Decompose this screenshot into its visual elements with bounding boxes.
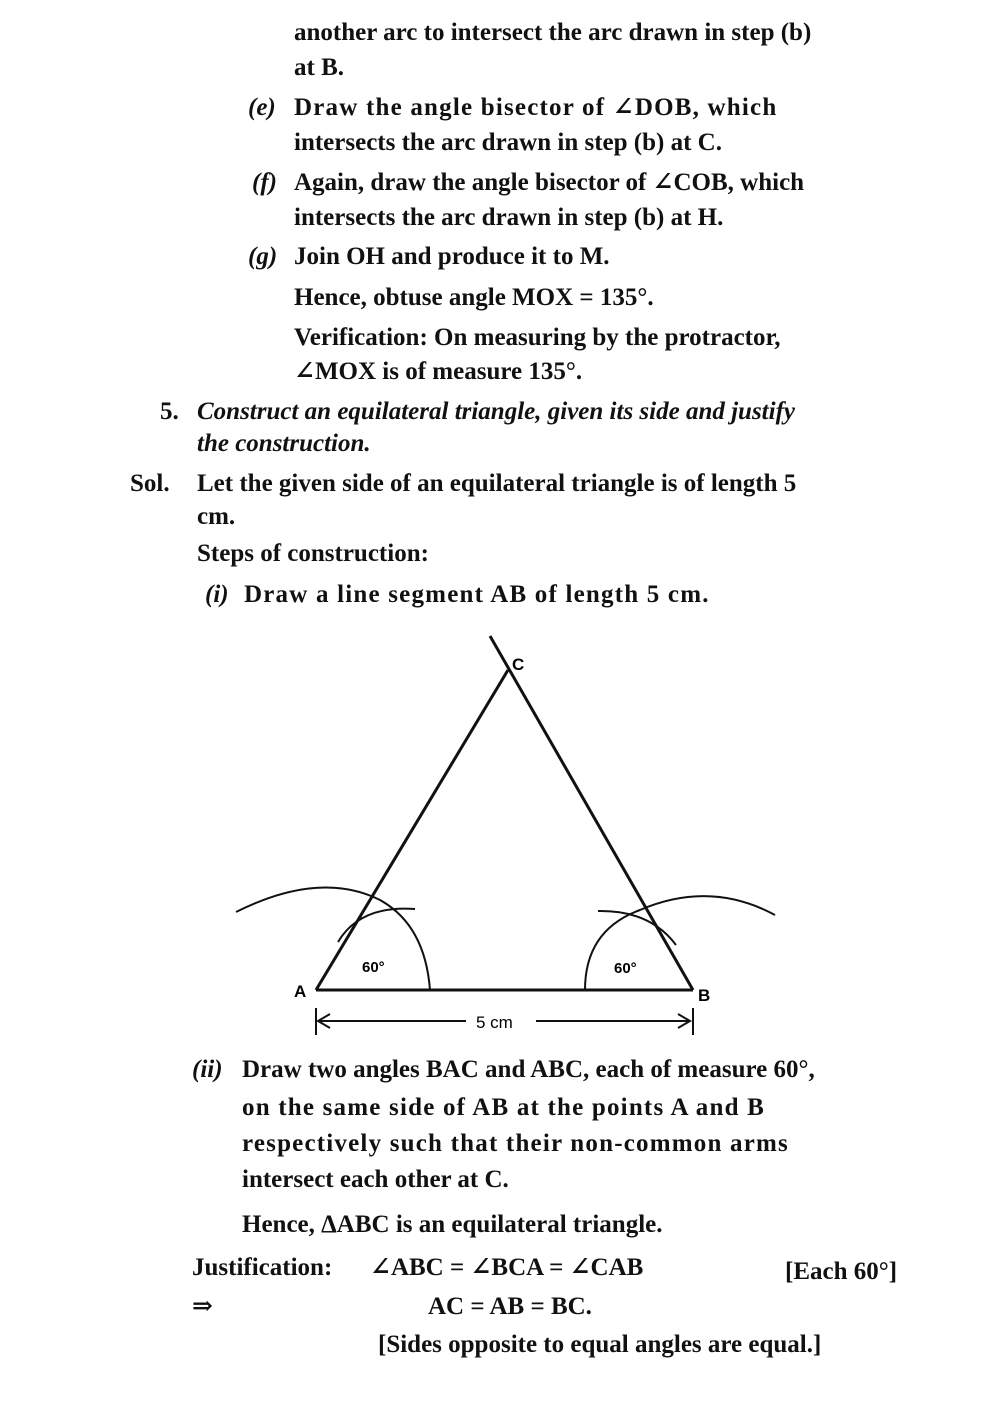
- text-line: Join OH and produce it to M.: [294, 243, 610, 270]
- text-line: intersects the arc drawn in step (b) at H.: [294, 204, 724, 231]
- step-marker: (i): [205, 581, 229, 608]
- text-line: Hence, ΔABC is an equilateral triangle.: [242, 1211, 663, 1238]
- text-line: respectively such that their non-common arms: [242, 1130, 789, 1157]
- text-line: Let the given side of an equilateral triangle is of length 5: [197, 470, 797, 497]
- question-number: 5.: [160, 398, 179, 425]
- step-marker: (f): [252, 169, 277, 196]
- step-marker: (e): [248, 94, 276, 121]
- question-text: Construct an equilateral triangle, given its side and justify: [197, 398, 795, 425]
- verification-label: Verification:: [294, 324, 428, 351]
- text-line: intersects the arc drawn in step (b) at C.: [294, 129, 722, 156]
- steps-heading: Steps of construction:: [197, 540, 429, 567]
- text-line: at B.: [294, 54, 344, 81]
- justification-reason: [Each 60°]: [785, 1258, 898, 1285]
- length-label: 5 cm: [476, 1013, 513, 1032]
- angle-b-label: 60°: [614, 960, 637, 977]
- angle-a-label: 60°: [362, 959, 385, 976]
- solution-label: Sol.: [130, 470, 170, 497]
- segment-bc: [490, 636, 693, 990]
- justification-equation: ∠ABC = ∠BCA = ∠CAB: [370, 1254, 644, 1281]
- step-marker: (ii): [192, 1056, 223, 1083]
- justification-label: Justification:: [192, 1254, 333, 1281]
- segment-ac: [316, 670, 508, 990]
- final-reason: [Sides opposite to equal angles are equal.]: [378, 1331, 822, 1358]
- text-line: cm.: [197, 503, 236, 530]
- text-line: Again, draw the angle bisector of ∠COB, which: [294, 169, 805, 196]
- question-text: the construction.: [197, 430, 371, 457]
- text-line: Draw a line segment AB of length 5 cm.: [244, 581, 710, 608]
- implies-icon: ⇒: [192, 1293, 213, 1320]
- arc-a: [236, 888, 430, 991]
- label-c: C: [512, 655, 525, 674]
- text-line: on the same side of AB at the points A and B: [242, 1094, 766, 1121]
- implies-equation: AC = AB = BC.: [428, 1293, 592, 1320]
- label-b: B: [698, 986, 711, 1005]
- label-a: A: [294, 982, 307, 1001]
- verification-text: On measuring by the protractor,: [427, 324, 781, 351]
- text-line: Draw the angle bisector of ∠DOB, which: [294, 94, 778, 121]
- text-line: Draw two angles BAC and ABC, each of measure 60°,: [242, 1056, 815, 1083]
- text-line: ∠MOX is of measure 135°.: [294, 358, 583, 385]
- text-line: intersect each other at C.: [242, 1166, 509, 1193]
- text-line: another arc to intersect the arc drawn in step (b): [294, 19, 812, 46]
- step-marker: (g): [248, 243, 278, 270]
- text-line: Hence, obtuse angle MOX = 135°.: [294, 284, 654, 311]
